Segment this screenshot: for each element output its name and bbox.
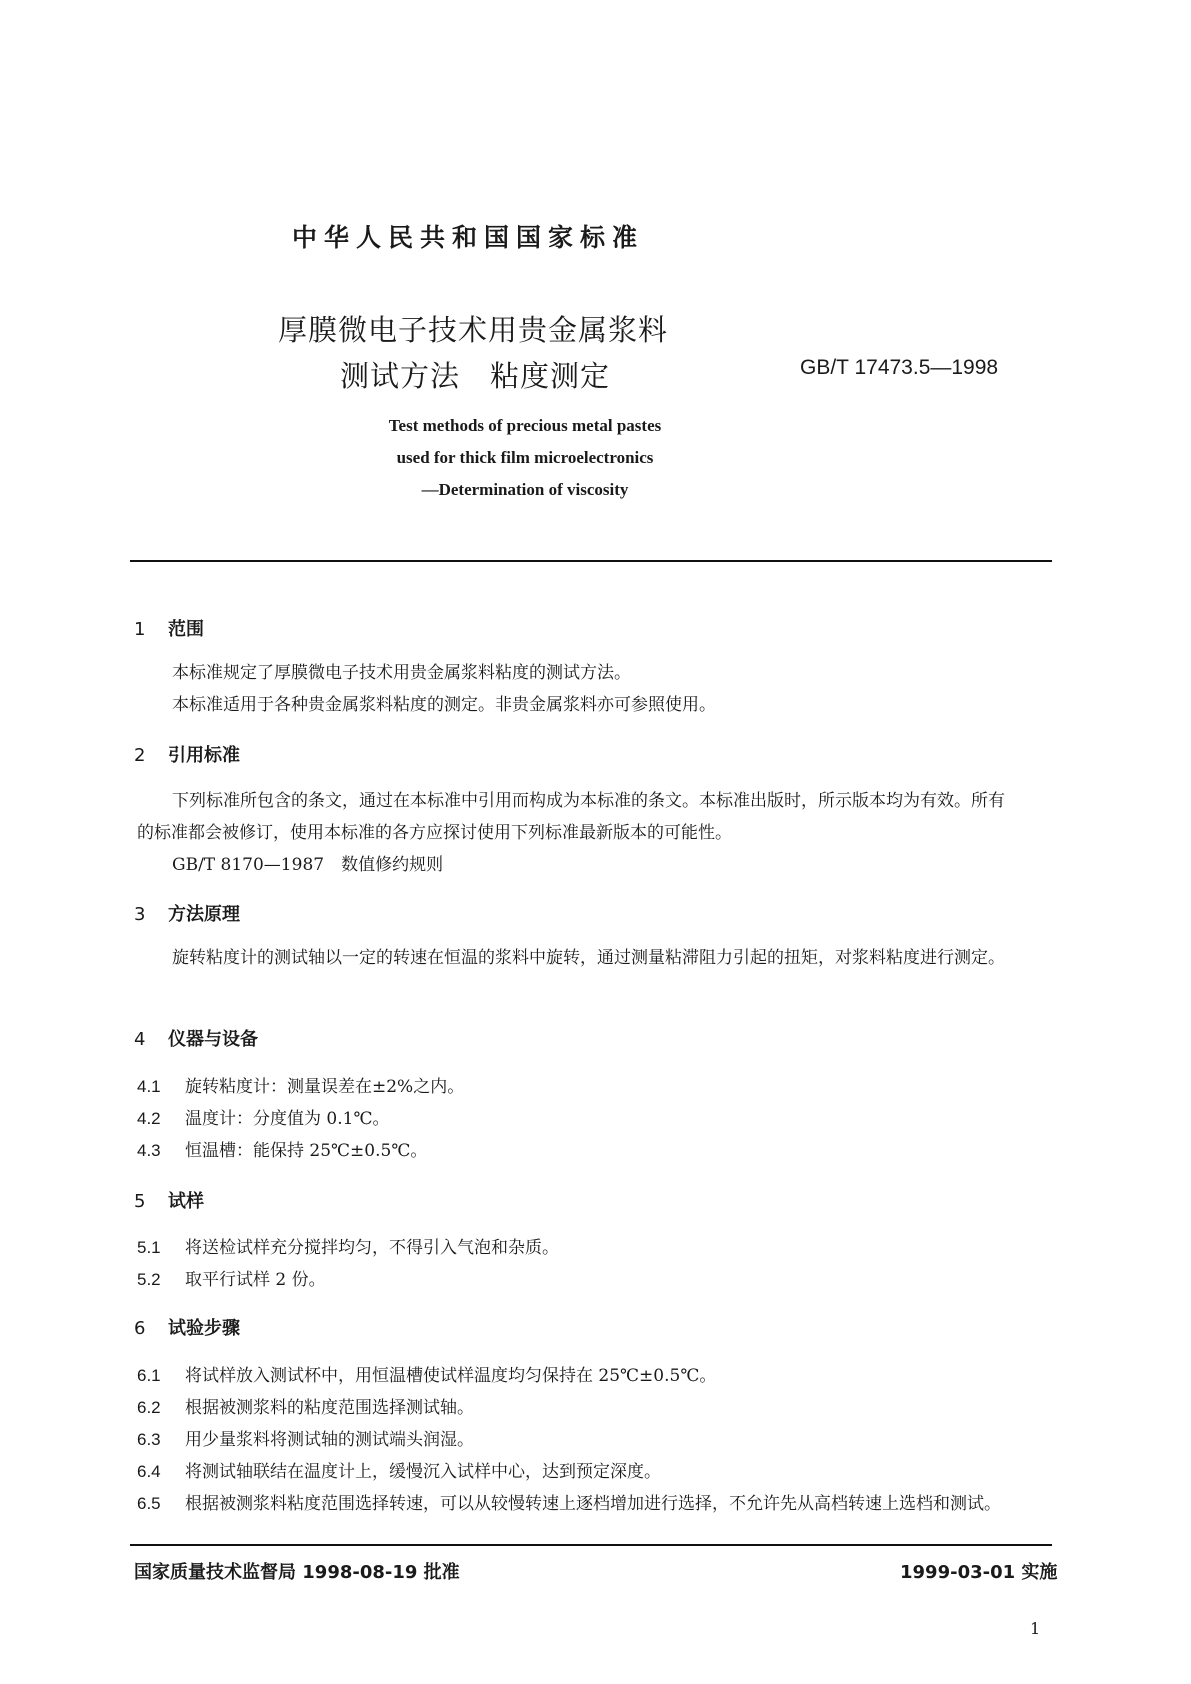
item-text: 恒温槽：能保持 25℃±0.5℃。 xyxy=(185,1141,428,1161)
section-title: 方法原理 xyxy=(168,904,240,925)
list-item xyxy=(137,1457,661,1482)
chinese-title-line-2: 测试方法 粘度测定 xyxy=(340,359,611,393)
item-number: 6.1 xyxy=(137,1366,161,1385)
item-text: 温度计：分度值为 0.1℃。 xyxy=(185,1109,390,1129)
item-number: 4.1 xyxy=(137,1077,161,1096)
item-number: 5.1 xyxy=(137,1238,161,1257)
section-title: 引用标准 xyxy=(168,745,240,766)
section-title: 试验步骤 xyxy=(168,1318,240,1339)
header-divider xyxy=(130,560,1052,562)
section-title: 范围 xyxy=(168,619,204,640)
list-item xyxy=(137,1489,1057,1519)
item-text: 将送检试样充分搅拌均匀，不得引入气泡和杂质。 xyxy=(185,1238,559,1258)
section-number: 5 xyxy=(134,1191,146,1212)
list-item xyxy=(137,1425,474,1450)
section-1-paragraph-2: 本标准适用于各种贵金属浆料粘度的测定。非贵金属浆料亦可参照使用。 xyxy=(172,695,716,715)
item-text: 根据被测浆料粘度范围选择转速，可以从较慢转速上逐档增加进行选择，不允许先从高档转速上选档和测试。 xyxy=(185,1494,1001,1514)
item-number: 6.3 xyxy=(137,1430,161,1449)
list-item xyxy=(137,1072,464,1097)
section-2-heading xyxy=(134,741,240,767)
english-title-line-2: used for thick film microelectronics xyxy=(396,448,654,467)
item-number: 6.4 xyxy=(137,1462,161,1481)
section-6-heading xyxy=(134,1314,240,1340)
list-item xyxy=(137,1393,474,1418)
section-4-heading xyxy=(134,1025,258,1051)
english-title-line-3: —Determination of viscosity xyxy=(421,480,629,499)
item-text: 旋转粘度计：测量误差在±2%之内。 xyxy=(185,1077,465,1097)
item-text: 将试样放入测试杯中，用恒温槽使试样温度均匀保持在 25℃±0.5℃。 xyxy=(185,1366,717,1386)
english-title-line-1: Test methods of precious metal pastes xyxy=(388,416,662,435)
section-3-paragraph: 旋转粘度计的测试轴以一定的转速在恒温的浆料中旋转，通过测量粘滞阻力引起的扭矩，对浆料粘度进行测定。 xyxy=(172,948,1005,968)
list-item xyxy=(137,1104,389,1129)
section-2-reference: GB/T 8170—1987 数值修约规则 xyxy=(172,855,444,875)
footer-divider xyxy=(130,1544,1052,1546)
page-number: 1 xyxy=(1030,1619,1041,1638)
section-number: 1 xyxy=(134,619,146,640)
section-1-paragraph-1: 本标准规定了厚膜微电子技术用贵金属浆料粘度的测试方法。 xyxy=(172,663,631,683)
item-number: 6.2 xyxy=(137,1398,161,1417)
section-number: 2 xyxy=(134,745,146,766)
list-item xyxy=(137,1233,559,1258)
section-title: 仪器与设备 xyxy=(168,1029,258,1050)
section-1-heading xyxy=(134,615,204,641)
effective-date: 1999-03-01 实施 xyxy=(900,1562,1058,1583)
section-number: 3 xyxy=(134,904,146,925)
section-number: 6 xyxy=(134,1318,146,1339)
item-text: 取平行试样 2 份。 xyxy=(185,1270,326,1290)
standard-number: GB/T 17473.5—1998 xyxy=(800,356,999,379)
list-item xyxy=(137,1265,326,1290)
item-text: 将测试轴联结在温度计上，缓慢沉入试样中心，达到预定深度。 xyxy=(185,1462,661,1482)
item-number: 6.5 xyxy=(137,1494,161,1513)
section-number: 4 xyxy=(134,1029,146,1050)
national-standard-title: 中华人民共和国国家标准 xyxy=(292,223,645,252)
approval-date: 国家质量技术监督局 1998-08-19 批准 xyxy=(134,1562,460,1583)
item-text: 根据被测浆料的粘度范围选择测试轴。 xyxy=(185,1398,474,1418)
chinese-title-line-1: 厚膜微电子技术用贵金属浆料 xyxy=(278,313,669,347)
item-number: 5.2 xyxy=(137,1270,161,1289)
item-text: 用少量浆料将测试轴的测试端头润湿。 xyxy=(185,1430,474,1450)
section-3-heading xyxy=(134,900,240,926)
section-5-heading xyxy=(134,1187,204,1213)
list-item xyxy=(137,1361,716,1386)
item-number: 4.3 xyxy=(137,1141,161,1160)
list-item xyxy=(137,1136,427,1161)
section-title: 试样 xyxy=(168,1191,204,1212)
section-2-paragraph: 下列标准所包含的条文，通过在本标准中引用而构成为本标准的条文。本标准出版时，所示版本均为有效。所有的标准都会被修订，使用本标准的各方应探讨使用下列标准最新版本的可能性。 xyxy=(137,791,1005,843)
item-number: 4.2 xyxy=(137,1109,161,1128)
